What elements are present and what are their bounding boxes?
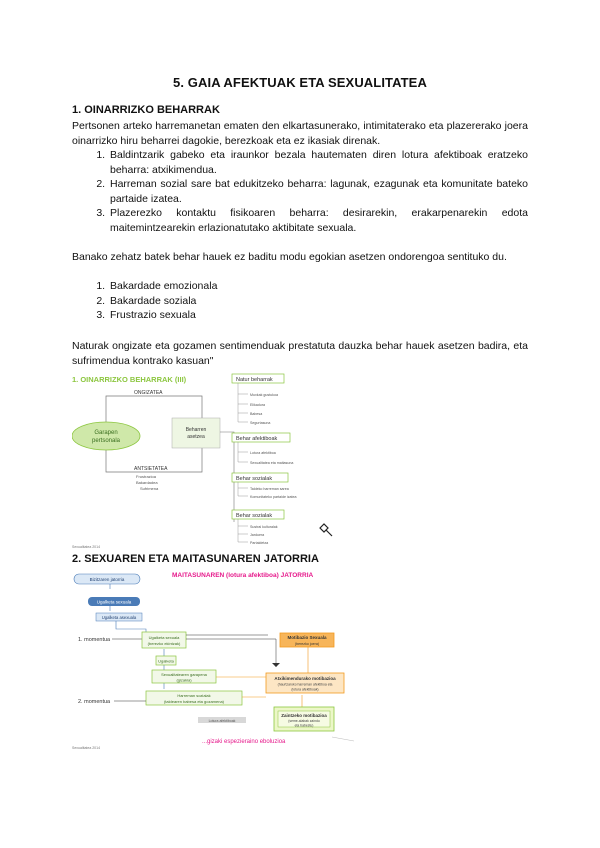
needs-list: [72, 148, 528, 235]
section-heading-basic-needs: 1. OINARRIZKO BEHARRAK: [72, 104, 220, 116]
figure1-title: 1. OINARRIZKO BEHARRAK (III): [72, 375, 187, 384]
motivation-sub: (berezko joera): [294, 642, 320, 646]
motivation-title: Motibazio Sexuala: [287, 635, 327, 640]
box-item: Lotura afektiboa: [250, 451, 276, 455]
node-label: Sexualitatearen garapena: [161, 672, 207, 677]
moment-label: 1. momentua: [78, 637, 111, 643]
moment-label: 2. momentua: [78, 699, 111, 705]
box-label: Behar sozialak: [236, 513, 273, 519]
node-label: Ugalketa asexuala: [101, 615, 137, 620]
consequence-list: [72, 279, 528, 323]
connector-line: [238, 442, 248, 462]
motivation-sub: (lotura afektiboak): [291, 687, 319, 692]
evolution-label: ...gizaki espezieraino eboluzioa: [202, 739, 286, 745]
list-item: 1. Bakardade emozionala: [108, 279, 528, 294]
list-item: 3. Plazerezko kontaktu fisikoaren beharra: desirarekin, erakarpenarekin edota maitemintzearekin erlazionatutako aktibitate sexuala.: [108, 206, 528, 235]
page-title: 5. GAIA AFEKTUAK ETA SEXUALITATEA: [173, 75, 427, 90]
node-label: Lotura afektiboak: [208, 719, 236, 723]
motivation-title: Zaintzeko motibazioa: [281, 713, 327, 718]
node-label: Bizitzaren jatorria: [89, 577, 125, 582]
box-item: Sustrai kulturalak: [250, 525, 278, 529]
box-item: Komunitateko partaide izatea: [250, 495, 297, 499]
love-origin-diagram: [72, 567, 356, 751]
intro-paragraph: Pertsonen arteko harremanetan ematen den elkartasunerako, intimitaterako eta plazererako joera oinarrizko hiru beharrei dagokie, berezkoak eta ez ikasiak direnak.: [72, 120, 528, 147]
box-label: Behar sozialak: [236, 476, 273, 482]
nature-paragraph: Naturak ongizate eta gozamen sentimenduak prestatuta dauzka behar hauek asetzen badira, eta sufrimendua kontrako kasuan": [72, 340, 528, 367]
scribble-icon: [320, 524, 332, 536]
motivation-sub: eta babestu): [294, 723, 314, 728]
connector-line: [186, 635, 276, 667]
basic-needs-diagram: [72, 370, 358, 550]
box-item: Muxkak gustukoa: [250, 393, 278, 397]
box-item: Partaidetza: [250, 541, 269, 545]
connector-line: [238, 482, 248, 496]
node-label: (taldearen babesa eta gozamena): [163, 699, 225, 704]
box-item: Taldeko harreman sarea: [250, 487, 289, 491]
arrow-head: [272, 663, 280, 667]
box-label: Natur beharrak: [236, 377, 273, 383]
motivation-sub: (haurtzaroko harreman afektiboa eta: [277, 682, 333, 687]
box-item: Elikadura: [250, 403, 265, 407]
section-heading-origin: 2. SEXUAREN ETA MAITASUNAREN JATORRIA: [72, 553, 319, 565]
motivation-sub: (seme-alabak zaindu: [288, 719, 320, 723]
center-label: Garapen: [94, 430, 118, 436]
connector-line: [332, 737, 354, 741]
center-label: pertsonala: [91, 438, 121, 444]
bottom-item: Frustrazioa: [136, 474, 157, 479]
motivation-title: Atxikimendurako motibazioa: [274, 676, 336, 681]
node-label: (gizakia): [176, 677, 192, 683]
box-item: Babesa: [250, 412, 263, 416]
top-label: ONGIZATEA: [134, 390, 163, 396]
list-item: 3. Frustrazio sexuala: [108, 308, 528, 323]
box-label: Behar afektiboak: [236, 436, 278, 442]
connector-line: [238, 383, 248, 422]
consequence-paragraph: Banako zehatz batek behar hauek ez baditu modu egokian asetzen ondorengoa sentituko du.: [72, 251, 507, 263]
personal-development-ellipse: [72, 422, 140, 450]
figure2-title: MAITASUNAREN (lotura afektiboa) JATORRIA: [172, 572, 314, 579]
node-label: Beharren: [185, 427, 207, 433]
list-item: 2. Bakardade soziala: [108, 294, 528, 309]
box-item: Sexualitatea eta maitasuna: [250, 461, 294, 465]
node-label: Ugalketa sexuala: [148, 635, 180, 640]
bottom-item: Bakardadea: [136, 480, 158, 485]
node-label: asetzea: [187, 434, 205, 440]
connector-line: [238, 519, 248, 542]
list-item: 2. Harreman sozial sare bat edukitzeko beharra: lagunak, ezagunak eta komunitate bateko partaide izatea.: [108, 177, 528, 206]
figure-footer: Sexualitatea 2014: [72, 746, 101, 750]
bottom-item: Sufrimena: [140, 486, 159, 491]
figure-footer: Sexualitatea 2014: [72, 545, 101, 549]
needs-satisfaction-node: [172, 418, 220, 448]
bottom-label: ANTSIETATEA: [134, 466, 168, 472]
box-item: Segurtasuna: [250, 421, 271, 425]
node-label: Ugalketa: [158, 658, 174, 664]
node-label: Ugalketa sexuala: [96, 599, 132, 605]
list-item: 1. Baldintzarik gabeko eta iraunkor bezala hautematen diren lotura afektiboak eratzeko beharra: atxikimendua.: [108, 148, 528, 177]
node-label: (berezko ekintzak): [147, 641, 181, 646]
node-label: Harreman sozialak: [177, 693, 211, 698]
box-item: Jarduera: [250, 533, 265, 537]
